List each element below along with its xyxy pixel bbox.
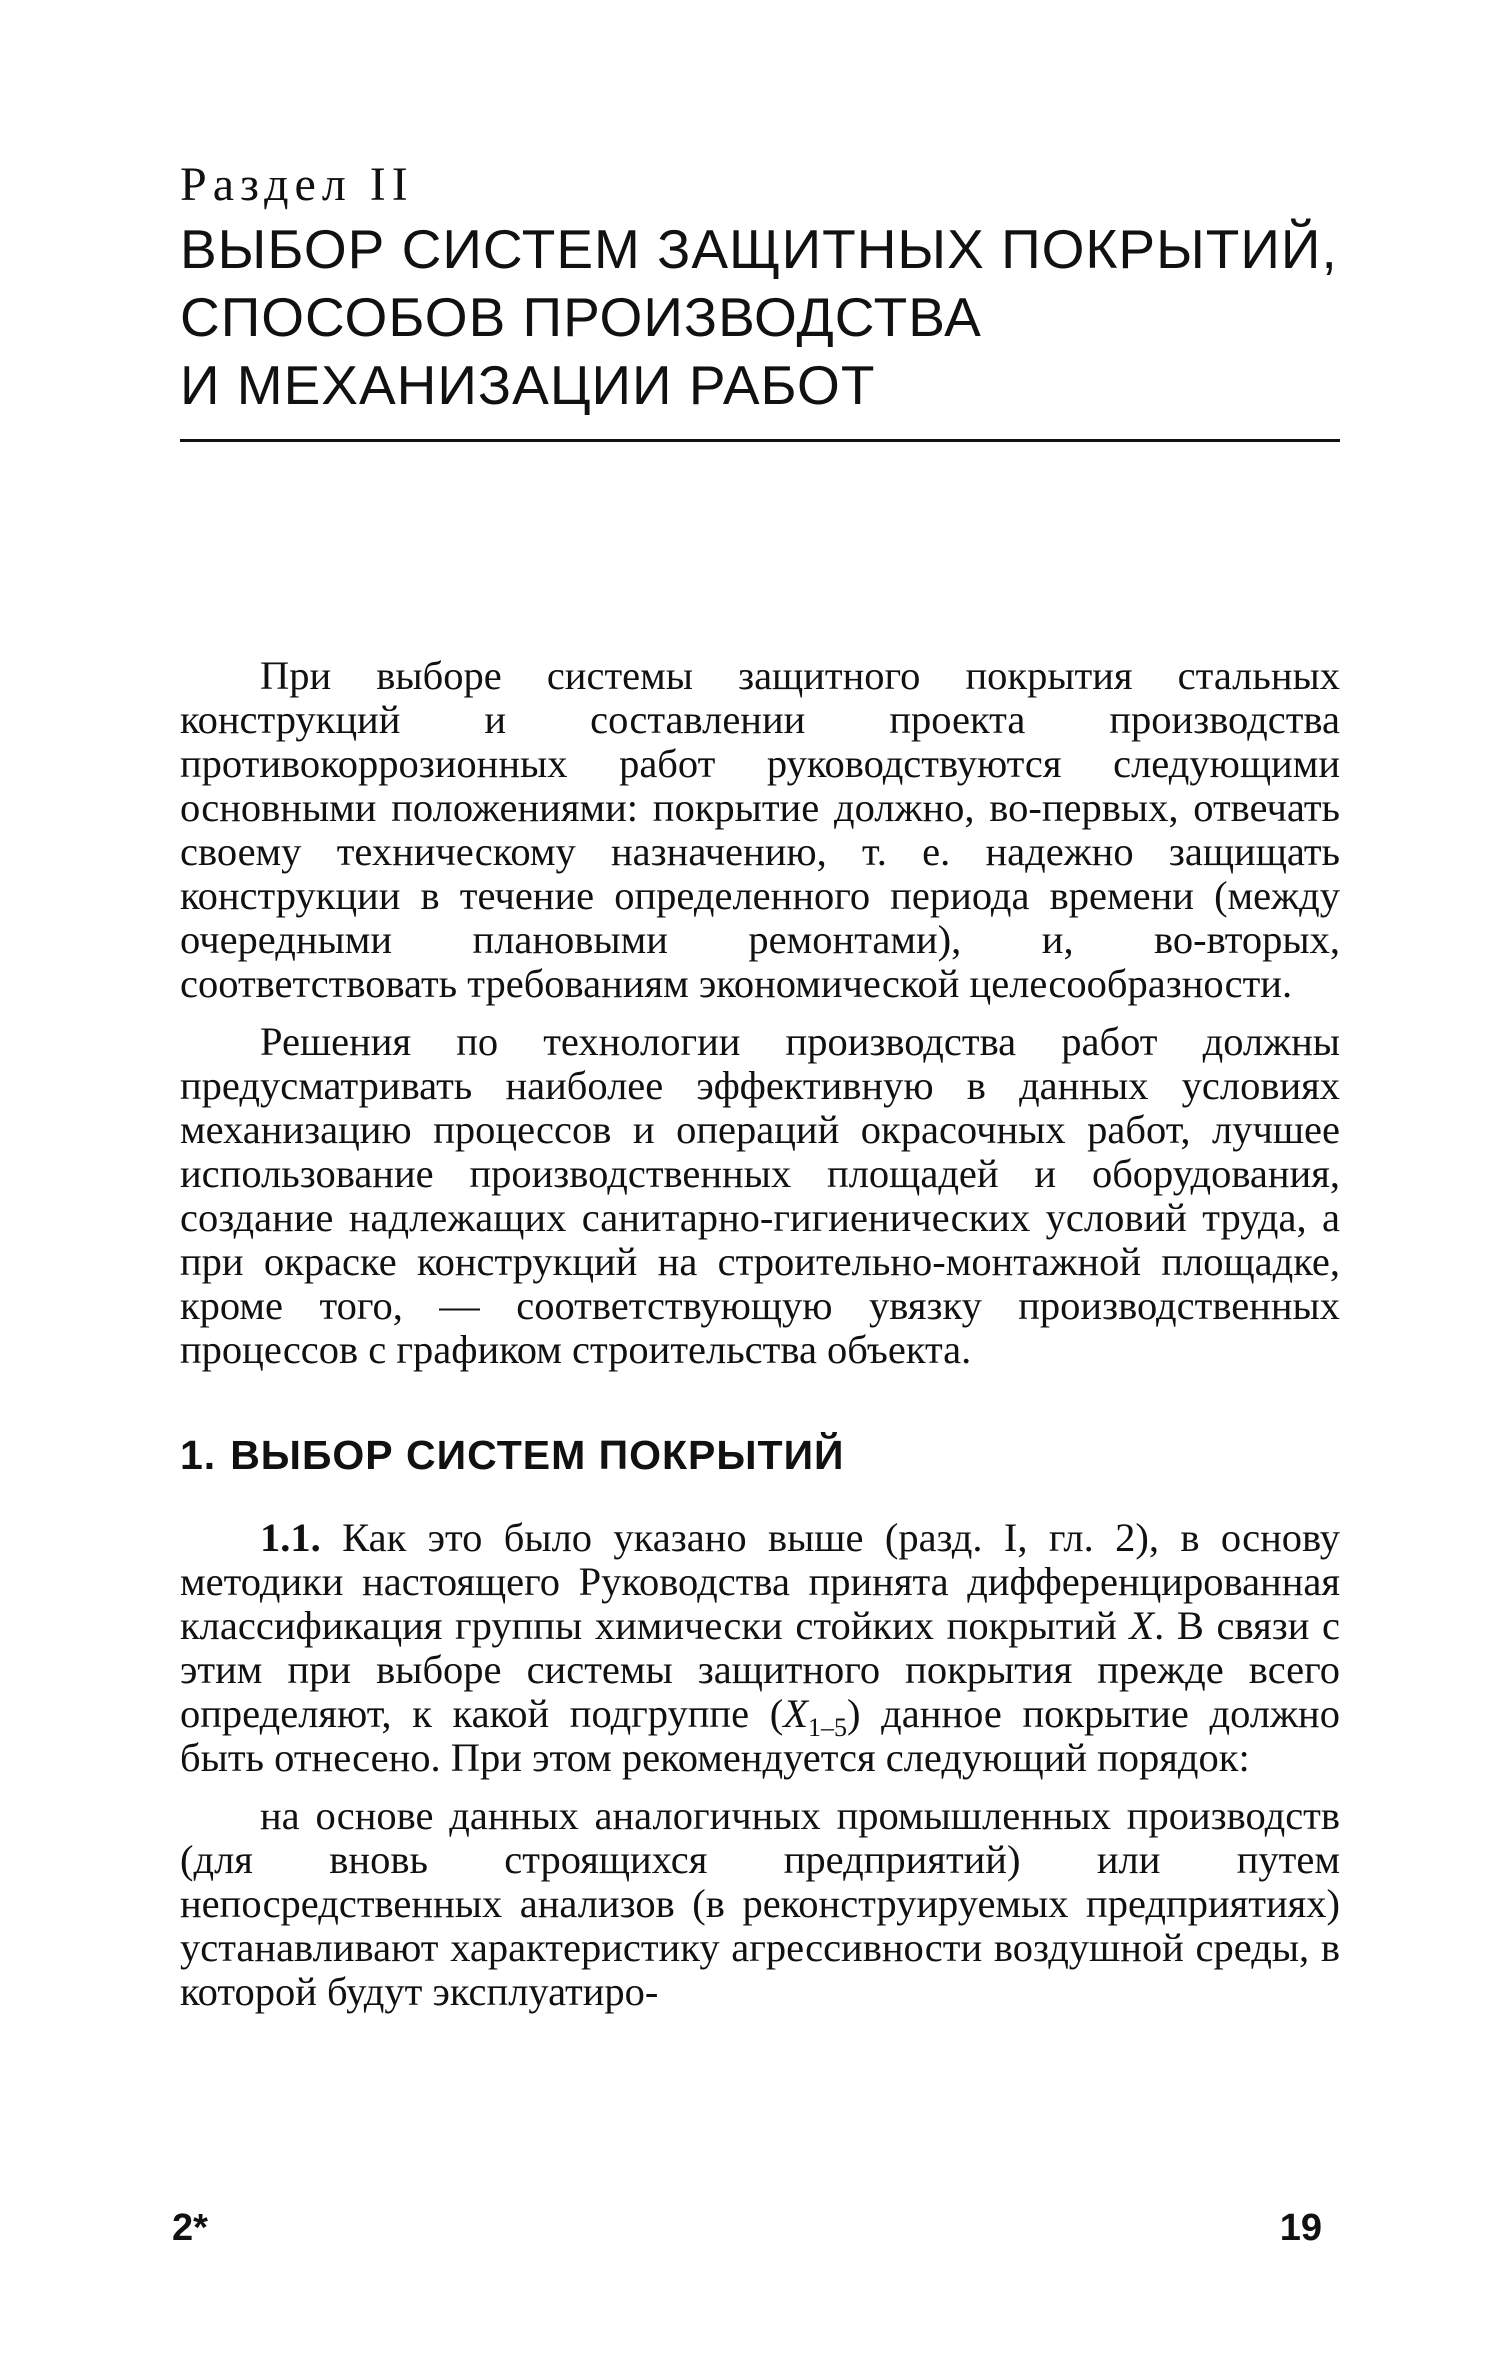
section-title-line: ВЫБОР СИСТЕМ ЗАЩИТНЫХ ПОКРЫТИЙ, (180, 218, 1338, 280)
clause-text: ) данное покрытие должно быть отнесено. При этом рекомендуется следующий порядок: (180, 1691, 1340, 1780)
section-title (180, 215, 1340, 439)
chapter-number: 1. (180, 1432, 217, 1478)
intro-paragraph: Решения по технологии производства работ должны предусматривать наиболее эффективную в данных условиях механизацию процессов и операций окрасочных работ, лучшее использование производственных площадей и оборудования, создание надлежащих санитарно-гигиенических условий труда, а при окраске конструкций на строительно-монтажной площадке, кроме того, — соответствующую увязку производственных процессов с графиком строительства объекта. (180, 1019, 1340, 1372)
clause-text: Как это было указано выше (разд. I, гл. 2), в основу методики настоящего Руководства принята дифференцированная классификация группы химически стойких покрытий (180, 1515, 1340, 1648)
section-label: Раздел II (180, 158, 414, 211)
variable-x: X (1129, 1603, 1155, 1648)
title-divider (180, 439, 1340, 442)
variable-x: X (783, 1691, 808, 1736)
chapter-title: ВЫБОР СИСТЕМ ПОКРЫТИЙ (230, 1432, 845, 1478)
body-text (180, 654, 1340, 2014)
clause-continuation: на основе данных аналогичных промышленных производств (для вновь строящихся предприятий) или путем непосредственных анализов (в реконструируемых предприятиях) устанавливают характеристику агрессивности воздушной среды, в которой будут эксплуатиро- (180, 1793, 1340, 2014)
page-footer (172, 2207, 1322, 2257)
section-title-line: И МЕХАНИЗАЦИИ РАБОТ (180, 354, 876, 416)
clause-paragraph (180, 1516, 1340, 1780)
printer-signature: 2* (172, 2207, 208, 2249)
chapter-heading (180, 1430, 1340, 1480)
page-content (180, 155, 1340, 2014)
intro-paragraph: При выборе системы защитного покрытия стальных конструкций и составлении проекта производства противокоррозионных работ руководствуются следующими основными положениями: покрытие должно, во-первых, отвечать своему техническому назначению, т. е. надежно защищать конструкции в течение определенного периода времени (между очередными плановыми ремонтами), и, во-вторых, соответствовать требованиям экономической целесообразности. (180, 653, 1340, 1006)
clause-text: . В связи с этим при выборе системы защитного покрытия прежде всего определяют, к какой подгруппе ( (180, 1603, 1341, 1736)
clause-number: 1.1. (260, 1515, 321, 1560)
page-number: 19 (1279, 2207, 1322, 2249)
section-title-line: СПОСОБОВ ПРОИЗВОДСТВА (180, 286, 982, 348)
subscript-range: 1–5 (807, 1713, 847, 1743)
